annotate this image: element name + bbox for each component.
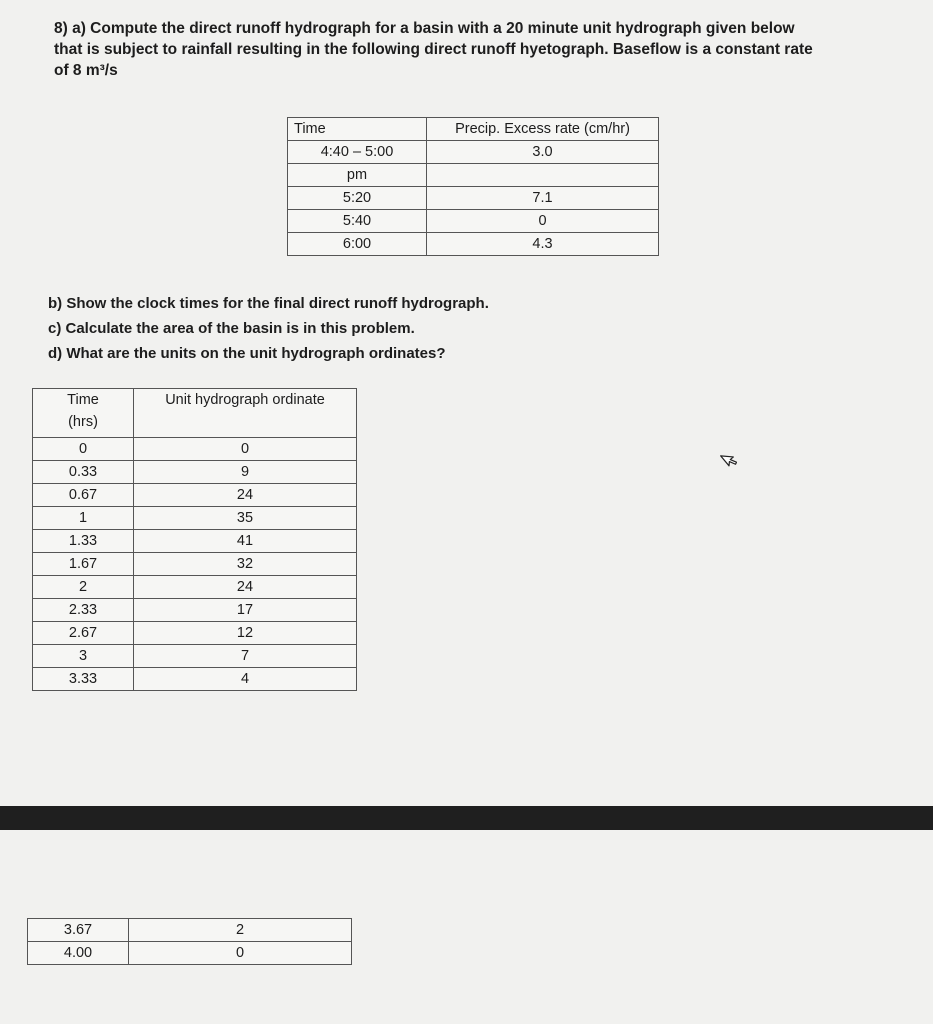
uh-ordinate-cell: 9	[134, 461, 357, 484]
precip-excess-table	[287, 117, 659, 256]
table-row	[33, 507, 357, 530]
uh-time-cell: 0.67	[33, 484, 134, 507]
table-row	[33, 484, 357, 507]
table-row	[288, 164, 659, 187]
precip-time-cell: 5:20	[288, 187, 427, 210]
question-line-1: 8) a) Compute the direct runoff hydrograph for a basin with a 20 minute unit hydrograph given below	[54, 20, 795, 37]
precip-rate-cell: 0	[427, 210, 659, 233]
uh-time-cell: 3.33	[33, 668, 134, 691]
page-divider	[0, 806, 933, 830]
uh-time-cell: 2	[33, 576, 134, 599]
question-line-2: that is subject to rainfall resulting in the following direct runoff hyetograph. Baseflow is a constant rate	[54, 41, 813, 58]
uh-time-cell: 3	[33, 645, 134, 668]
uh-time-cell: 1.67	[33, 553, 134, 576]
precip-rate-cell	[427, 164, 659, 187]
uh-time-cell: 1.33	[33, 530, 134, 553]
table-row	[33, 645, 357, 668]
unit-hydrograph-table-continued	[27, 918, 352, 965]
uh-ordinate-cell: 0	[134, 438, 357, 461]
table-row	[288, 187, 659, 210]
uh-time-cell: 1	[33, 507, 134, 530]
precip-time-cell: 6:00	[288, 233, 427, 256]
uh-time-cell: 0.33	[33, 461, 134, 484]
question-text	[54, 18, 894, 81]
uh-time-cell: 2.33	[33, 599, 134, 622]
table-row	[33, 576, 357, 599]
precip-rate-cell: 4.3	[427, 233, 659, 256]
precip-rate-cell: 3.0	[427, 141, 659, 164]
precip-time-cell: 4:40 – 5:00	[288, 141, 427, 164]
part-b-text: b) Show the clock times for the final direct runoff hydrograph.	[48, 295, 489, 312]
uh-ordinate-cell: 17	[134, 599, 357, 622]
table-row	[288, 233, 659, 256]
uh-ordinate-cell: 35	[134, 507, 357, 530]
table-row	[33, 438, 357, 461]
precip-rate-cell: 7.1	[427, 187, 659, 210]
table-row	[33, 622, 357, 645]
uh-ordinate-cell: 24	[134, 576, 357, 599]
uh-header-time	[33, 389, 134, 438]
uh-time-cell: 3.67	[28, 919, 129, 942]
table-row	[33, 530, 357, 553]
precip-time-cell: pm	[288, 164, 427, 187]
uh-time-cell: 0	[33, 438, 134, 461]
uh-ordinate-cell: 2	[129, 919, 352, 942]
uh-ordinate-cell: 32	[134, 553, 357, 576]
table-row	[33, 553, 357, 576]
table-row	[288, 210, 659, 233]
table-row	[288, 141, 659, 164]
part-d-text: d) What are the units on the unit hydrograph ordinates?	[48, 345, 446, 362]
table-row	[33, 599, 357, 622]
uh-ordinate-cell: 12	[134, 622, 357, 645]
precip-header-rate: Precip. Excess rate (cm/hr)	[427, 118, 659, 141]
uh-ordinate-cell: 7	[134, 645, 357, 668]
uh-header-ordinate: Unit hydrograph ordinate	[134, 389, 357, 438]
precip-header-time: Time	[288, 118, 427, 141]
uh-header-time-line1: Time	[67, 392, 99, 408]
uh-ordinate-cell: 41	[134, 530, 357, 553]
precip-time-cell: 5:40	[288, 210, 427, 233]
uh-time-cell: 2.67	[33, 622, 134, 645]
mouse-pointer-icon	[719, 447, 739, 469]
table-row	[28, 919, 352, 942]
part-c-text: c) Calculate the area of the basin is in this problem.	[48, 320, 415, 337]
uh-time-cell: 4.00	[28, 942, 129, 965]
table-row	[28, 942, 352, 965]
table-row	[33, 668, 357, 691]
uh-ordinate-cell: 24	[134, 484, 357, 507]
unit-hydrograph-table	[32, 388, 357, 691]
uh-ordinate-cell: 4	[134, 668, 357, 691]
question-line-3: of 8 m³/s	[54, 62, 118, 79]
uh-ordinate-cell: 0	[129, 942, 352, 965]
uh-header-time-line2: (hrs)	[68, 414, 98, 430]
table-row	[33, 461, 357, 484]
